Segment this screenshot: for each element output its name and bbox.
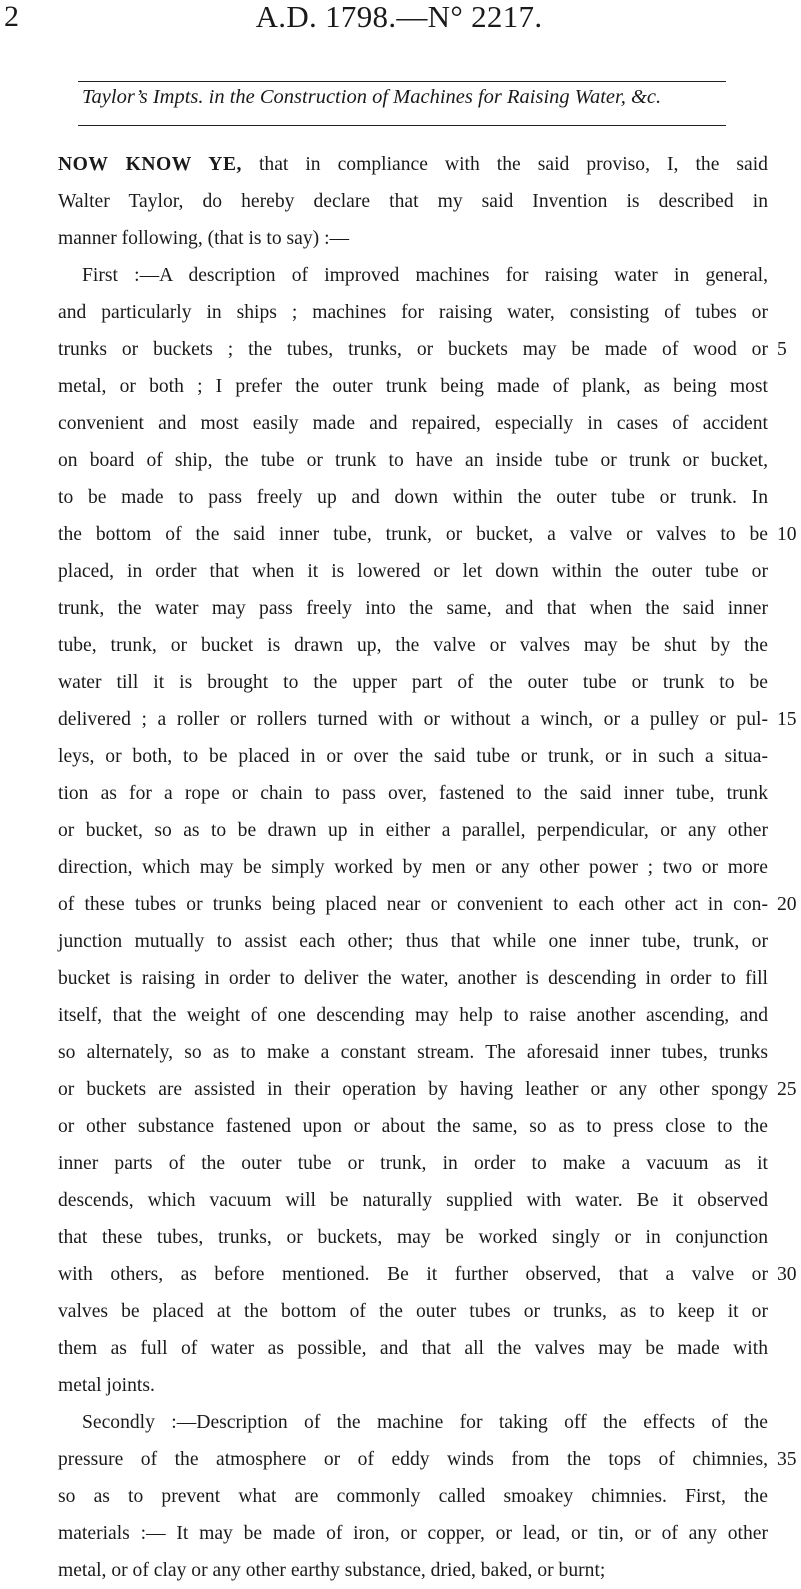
text-line: [58, 849, 768, 886]
text-line: [58, 479, 768, 516]
text-line: [58, 997, 768, 1034]
text-line: [58, 1404, 768, 1441]
line-text: placed, in order that when it is lowered or let down within the outer tube or: [58, 561, 768, 582]
line-text: that these tubes, trunks, or buckets, may be worked singly or in conjunction: [58, 1227, 768, 1248]
opening-words: NOW KNOW YE,: [58, 154, 242, 175]
line-text: materials :— It may be made of iron, or copper, or lead, or tin, or of any other: [58, 1523, 768, 1544]
margin-line-number: 10: [777, 524, 797, 545]
line-text: direction, which may be simply worked by men or any other power ; two or more: [58, 857, 768, 878]
text-line: [58, 1219, 768, 1256]
line-text: leys, or both, to be placed in or over the said tube or trunk, or in such a situa-: [58, 746, 768, 767]
text-line: [58, 590, 768, 627]
text-line: [58, 1145, 768, 1182]
line-text: itself, that the weight of one descending may help to raise another ascending, and: [58, 1005, 768, 1026]
line-text: manner following, (that is to say) :—: [58, 228, 350, 249]
text-line: [58, 442, 768, 479]
text-line: [58, 627, 768, 664]
text-line: [58, 405, 768, 442]
text-line: [58, 368, 768, 405]
text-line: [58, 1071, 768, 1108]
line-text: descends, which vacuum will be naturally supplied with water. Be it observed: [58, 1190, 768, 1211]
line-text: Walter Taylor, do hereby declare that my said Invention is described in: [58, 191, 768, 212]
line-text: on board of ship, the tube or trunk to have an inside tube or trunk or bucket,: [58, 450, 768, 471]
text-line: [58, 257, 768, 294]
line-text: tion as for a rope or chain to pass over, fastened to the said inner tube, trunk: [58, 783, 768, 804]
text-line: [58, 923, 768, 960]
line-text: and particularly in ships ; machines for raising water, consisting of tubes or: [58, 302, 768, 323]
text-line: [58, 1330, 768, 1367]
line-text: valves be placed at the bottom of the outer tubes or trunks, as to keep it or: [58, 1301, 768, 1322]
line-text: trunks or buckets ; the tubes, trunks, or buckets may be made of wood or: [58, 339, 768, 360]
text-line: [58, 516, 768, 553]
text-line: [58, 1034, 768, 1071]
body-text: [58, 146, 768, 1589]
line-text: Secondly :—Description of the machine for taking off the effects of the: [82, 1412, 768, 1433]
line-text: with others, as before mentioned. Be it further observed, that a valve or: [58, 1264, 768, 1285]
text-line: [58, 701, 768, 738]
text-line: [58, 294, 768, 331]
text-line: [58, 1515, 768, 1552]
text-line: [58, 812, 768, 849]
text-line: [58, 1552, 768, 1589]
text-line: [58, 1293, 768, 1330]
header-rule-bottom: [78, 125, 726, 126]
text-line: [58, 220, 768, 257]
text-line: [58, 146, 768, 183]
line-text: tube, trunk, or bucket is drawn up, the valve or valves may be shut by the: [58, 635, 768, 656]
line-text: so alternately, so as to make a constant stream. The aforesaid inner tubes, trunks: [58, 1042, 768, 1063]
line-text: delivered ; a roller or rollers turned with or without a winch, or a pulley or pul-: [58, 709, 768, 730]
text-line: [58, 553, 768, 590]
text-line: [58, 664, 768, 701]
text-line: [58, 1441, 768, 1478]
text-line: [58, 331, 768, 368]
line-text: metal, or both ; I prefer the outer trunk being made of plank, as being most: [58, 376, 768, 397]
text-line: [58, 1182, 768, 1219]
line-text: or buckets are assisted in their operation by having leather or any other spongy: [58, 1079, 768, 1100]
line-text: of these tubes or trunks being placed near or convenient to each other act in con-: [58, 894, 768, 915]
patent-subtitle: Taylor’s Impts. in the Construction of Machines for Raising Water, &c.: [82, 86, 662, 108]
line-text: inner parts of the outer tube or trunk, in order to make a vacuum as it: [58, 1153, 768, 1174]
page-number: 2: [4, 0, 19, 33]
text-line: [58, 775, 768, 812]
text-line: [58, 183, 768, 220]
running-head-title: A.D. 1798.—N° 2217.: [255, 0, 543, 34]
text-line: [58, 960, 768, 997]
header-rule-top: [78, 81, 726, 82]
text-line: [58, 738, 768, 775]
line-text: metal joints.: [58, 1375, 155, 1396]
margin-line-number: 20: [777, 894, 797, 915]
line-text: to be made to pass freely up and down within the outer tube or trunk. In: [58, 487, 768, 508]
line-text: or bucket, so as to be drawn up in either a parallel, perpendicular, or any other: [58, 820, 768, 841]
line-text: First :—A description of improved machines for raising water in general,: [82, 265, 768, 286]
line-text: the bottom of the said inner tube, trunk, or bucket, a valve or valves to be: [58, 524, 768, 545]
margin-line-number: 15: [777, 709, 797, 730]
line-text: them as full of water as possible, and that all the valves may be made with: [58, 1338, 768, 1359]
text-line: [58, 1256, 768, 1293]
text-line: [58, 1478, 768, 1515]
margin-line-number: 30: [777, 1264, 797, 1285]
margin-line-number: 35: [777, 1449, 797, 1470]
line-text: water till it is brought to the upper part of the outer tube or trunk to be: [58, 672, 768, 693]
line-text: junction mutually to assist each other; thus that while one inner tube, trunk, or: [58, 931, 768, 952]
margin-line-number: 5: [777, 339, 787, 360]
margin-line-number: 25: [777, 1079, 797, 1100]
text-line: [58, 886, 768, 923]
line-text: convenient and most easily made and repaired, especially in cases of accident: [58, 413, 768, 434]
text-line: [58, 1108, 768, 1145]
line-text: metal, or of clay or any other earthy substance, dried, baked, or burnt;: [58, 1560, 606, 1581]
line-text: or other substance fastened upon or about the same, so as to press close to the: [58, 1116, 768, 1137]
line-text: so as to prevent what are commonly called smoakey chimnies. First, the: [58, 1486, 768, 1507]
line-text: trunk, the water may pass freely into the same, and that when the said inner: [58, 598, 768, 619]
text-line: [58, 1367, 768, 1404]
line-text: that in compliance with the said proviso, I, the said: [241, 154, 768, 175]
line-text: bucket is raising in order to deliver the water, another is descending in order to fill: [58, 968, 768, 989]
line-text: pressure of the atmosphere or of eddy winds from the tops of chimnies,: [58, 1449, 768, 1470]
